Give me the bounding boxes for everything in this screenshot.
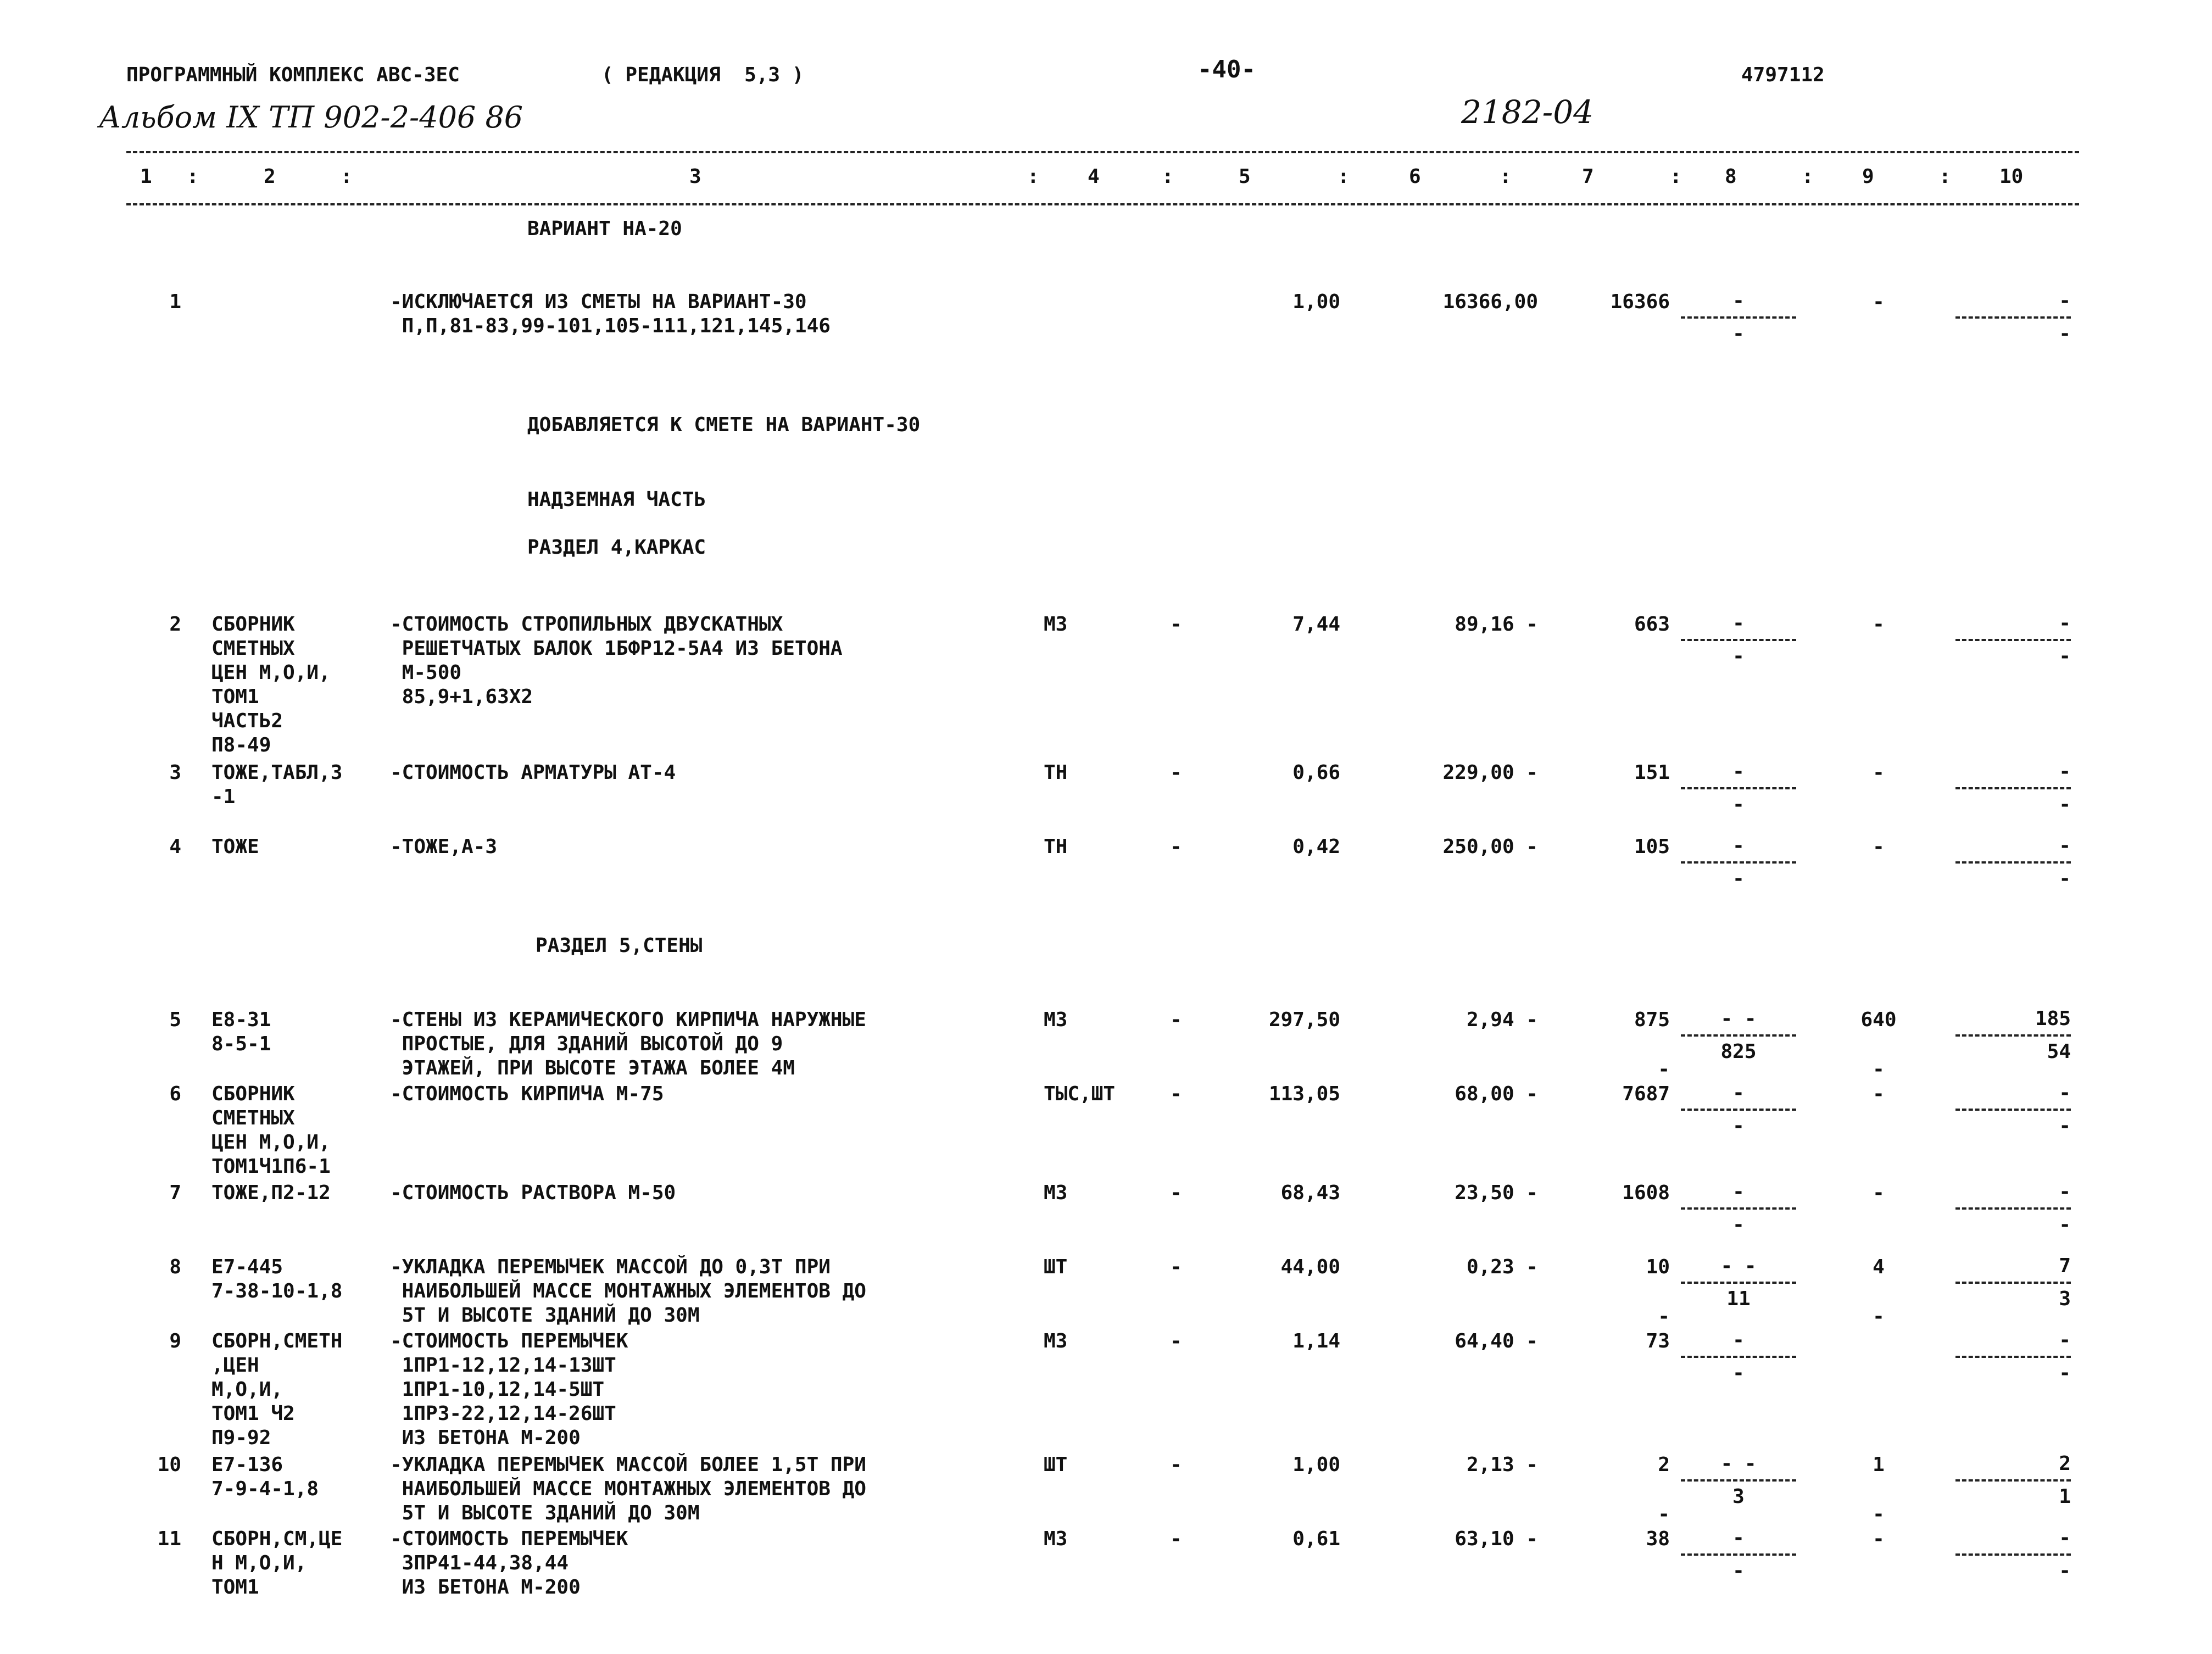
row-col8-fraction xyxy=(1681,761,1796,816)
row-description: -СТОИМОСТЬ АРМАТУРЫ АТ-4 xyxy=(390,761,676,784)
row-reference: Е8-31 8-5-1 xyxy=(211,1009,271,1055)
row-col10-bottom: - xyxy=(2059,645,2071,667)
row-col10-bottom: 1 xyxy=(2059,1485,2071,1508)
row-col8-fraction xyxy=(1681,835,1796,890)
row-col8-fraction xyxy=(1681,1181,1796,1236)
column-header-1: 1 xyxy=(140,165,152,188)
row-col8-bottom: - xyxy=(1732,1362,1745,1384)
column-sep: : xyxy=(1802,165,1814,188)
row-col9: 640 xyxy=(1860,1009,1897,1031)
row-col8-top: - xyxy=(1732,289,1745,312)
row-total-cost: 875 xyxy=(1634,1009,1670,1031)
section-5-title: РАЗДЕЛ 5,СТЕНЫ xyxy=(536,934,703,957)
row-marker: - xyxy=(1170,1453,1182,1476)
row-col10-rule xyxy=(1955,639,2071,641)
row-total-cost: 2 xyxy=(1658,1453,1670,1476)
row-total-cost: 151 xyxy=(1634,761,1670,784)
row-col10-bottom: - xyxy=(2059,1362,2071,1384)
page-number: -40- xyxy=(1197,55,1256,83)
column-sep: : xyxy=(341,165,353,188)
section-above-ground-title: НАДЗЕМНАЯ ЧАСТЬ xyxy=(527,488,706,511)
row-col10-fraction xyxy=(1955,1453,2071,1508)
row-marker: - xyxy=(1170,1083,1182,1105)
row-unit-price: 2,13 - xyxy=(1466,1453,1538,1476)
row-col8-rule xyxy=(1681,861,1796,864)
row-unit-price: 2,94 - xyxy=(1466,1009,1538,1031)
row-reference: ТОЖЕ,П2-12 xyxy=(211,1182,331,1204)
row-col10-top: 185 xyxy=(2035,1007,2071,1030)
row-col8-top: - - xyxy=(1720,1007,1757,1030)
row-col9: 1 xyxy=(1873,1453,1885,1476)
row-unit-price: 68,00 - xyxy=(1455,1083,1538,1105)
row-col8-top: - xyxy=(1732,834,1745,857)
row-col10-top: 7 xyxy=(2059,1255,2071,1277)
row-marker: - xyxy=(1170,1009,1182,1031)
row-col10-rule xyxy=(1955,1479,2071,1482)
row-col9-sub: - xyxy=(1873,1503,1885,1525)
row-col10-fraction xyxy=(1955,1008,2071,1063)
row-unit: ШТ xyxy=(1044,1256,1068,1278)
row-col9: - xyxy=(1873,613,1885,636)
row-reference: СБОРН,СМ,ЦЕ Н М,О,И, ТОМ1 xyxy=(211,1528,343,1599)
row-quantity: 7,44 xyxy=(1292,613,1340,636)
column-header-10: 10 xyxy=(1999,165,2024,188)
row-number: 7 xyxy=(169,1182,181,1204)
row-number: 8 xyxy=(169,1256,181,1278)
row-col8-rule xyxy=(1681,639,1796,641)
row-unit: М3 xyxy=(1044,1330,1068,1352)
column-sep: : xyxy=(187,165,199,188)
row-marker: - xyxy=(1170,1256,1182,1278)
row-description: -СТОИМОСТЬ ПЕРЕМЫЧЕК 3ПР41-44,38,44 ИЗ БЕТОНА М-200 xyxy=(390,1528,628,1599)
row-marker: - xyxy=(1170,836,1182,858)
row-unit-price: 16366,00 xyxy=(1442,291,1538,313)
row-col10-rule xyxy=(1955,861,2071,864)
column-sep: : xyxy=(1939,165,1951,188)
row-marker: - xyxy=(1170,761,1182,784)
row-col8-bottom: - xyxy=(1732,1560,1745,1582)
row-unit-price: 64,40 - xyxy=(1455,1330,1538,1352)
column-header-5: 5 xyxy=(1239,165,1251,188)
row-col8-bottom: - xyxy=(1732,1213,1745,1236)
document-code: 4797112 xyxy=(1741,64,1825,86)
row-reference: ТОЖЕ xyxy=(211,836,259,858)
row-col8-rule xyxy=(1681,1207,1796,1210)
section-variant-title: ВАРИАНТ НА-20 xyxy=(527,218,682,240)
row-description: -СТОИМОСТЬ КИРПИЧА М-75 xyxy=(390,1083,664,1105)
row-col10-fraction xyxy=(1955,1329,2071,1384)
column-sep: : xyxy=(1338,165,1350,188)
row-description: -ИСКЛЮЧАЕТСЯ ИЗ СМЕТЫ НА ВАРИАНТ-30 П,П,81-83,99-101,105-111,121,145,146 xyxy=(390,291,831,337)
row-quantity: 113,05 xyxy=(1268,1083,1340,1105)
row-description: -ТОЖЕ,А-3 xyxy=(390,836,498,858)
row-quantity: 1,00 xyxy=(1292,1453,1340,1476)
row-number: 10 xyxy=(157,1453,181,1476)
program-title: ПРОГРАММНЫЙ КОМПЛЕКС АВС-3ЕС xyxy=(126,64,460,86)
row-number: 3 xyxy=(169,761,181,784)
row-col10-fraction xyxy=(1955,835,2071,890)
row-col8-rule xyxy=(1681,1109,1796,1111)
row-total-cost: 1608 xyxy=(1622,1182,1670,1204)
row-description: -СТОИМОСТЬ СТРОПИЛЬНЫХ ДВУСКАТНЫХ РЕШЕТЧАТЫХ БАЛОК 1БФР12-5А4 ИЗ БЕТОНА М-500 85,9+1,63Х2 xyxy=(390,613,843,708)
row-unit-price: 229,00 - xyxy=(1442,761,1538,784)
row-unit: ТН xyxy=(1044,836,1068,858)
row-marker: - xyxy=(1170,1330,1182,1352)
row-col8-rule xyxy=(1681,1282,1796,1284)
row-quantity: 44,00 xyxy=(1280,1256,1340,1278)
row-col8-rule xyxy=(1681,1479,1796,1482)
row-col10-top: - xyxy=(2059,760,2071,783)
column-header-6: 6 xyxy=(1409,165,1421,188)
row-col8-bottom: - xyxy=(1732,645,1745,667)
row-quantity: 0,66 xyxy=(1292,761,1340,784)
row-reference: СБОРН,СМЕТН ,ЦЕН М,О,И, ТОМ1 Ч2 П9-92 xyxy=(211,1330,343,1449)
row-reference: Е7-136 7-9-4-1,8 xyxy=(211,1453,319,1500)
row-col10-top: - xyxy=(2059,612,2071,634)
row-unit-price: 0,23 - xyxy=(1466,1256,1538,1278)
row-reference: СБОРНИК СМЕТНЫХ ЦЕН М,О,И, ТОМ1 ЧАСТЬ2 П8-49 xyxy=(211,613,331,756)
row-quantity: 0,61 xyxy=(1292,1528,1340,1550)
row-col8-fraction xyxy=(1681,1008,1796,1063)
row-col10-fraction xyxy=(1955,761,2071,816)
row-unit-price: 89,16 - xyxy=(1455,613,1538,636)
row-col10-fraction xyxy=(1955,1082,2071,1137)
row-col10-bottom: 54 xyxy=(2047,1040,2071,1063)
row-col9: - xyxy=(1873,1083,1885,1105)
row-col8-top: - - xyxy=(1720,1452,1757,1475)
row-description: -СТОИМОСТЬ РАСТВОРА М-50 xyxy=(390,1182,676,1204)
row-col8-bottom: - xyxy=(1732,867,1745,890)
row-number: 4 xyxy=(169,836,181,858)
row-col10-fraction xyxy=(1955,290,2071,345)
column-header-9: 9 xyxy=(1862,165,1874,188)
row-col10-top: - xyxy=(2059,1180,2071,1203)
row-col8-fraction xyxy=(1681,290,1796,345)
row-col8-rule xyxy=(1681,1034,1796,1037)
column-sep: : xyxy=(1670,165,1682,188)
row-col9: - xyxy=(1873,761,1885,784)
row-col9: 4 xyxy=(1873,1256,1885,1278)
row-col8-fraction xyxy=(1681,1527,1796,1582)
row-col8-bottom: - xyxy=(1732,1115,1745,1137)
row-col8-top: - xyxy=(1732,1180,1745,1203)
row-col10-rule xyxy=(1955,787,2071,789)
row-col8-rule xyxy=(1681,1356,1796,1358)
row-col10-top: - xyxy=(2059,834,2071,857)
row-unit-price: 250,00 - xyxy=(1442,836,1538,858)
row-col10-bottom: - xyxy=(2059,1213,2071,1236)
row-col10-rule xyxy=(1955,1553,2071,1556)
row-col10-top: - xyxy=(2059,1527,2071,1549)
row-reference: СБОРНИК СМЕТНЫХ ЦЕН М,О,И, ТОМ1Ч1П6-1 xyxy=(211,1083,331,1178)
row-unit: М3 xyxy=(1044,1528,1068,1550)
row-quantity: 297,50 xyxy=(1268,1009,1340,1031)
row-col8-rule xyxy=(1681,1553,1796,1556)
row-number: 9 xyxy=(169,1330,181,1352)
row-cost-sub: - xyxy=(1658,1058,1670,1081)
row-quantity: 1,00 xyxy=(1292,291,1340,313)
row-col8-top: - xyxy=(1732,760,1745,783)
row-col8-bottom: 11 xyxy=(1726,1288,1751,1310)
row-unit-price: 23,50 - xyxy=(1455,1182,1538,1204)
row-unit: ТН xyxy=(1044,761,1068,784)
row-col10-top: - xyxy=(2059,1082,2071,1104)
row-col10-fraction xyxy=(1955,1255,2071,1310)
row-description: -УКЛАДКА ПЕРЕМЫЧЕК МАССОЙ БОЛЕЕ 1,5Т ПРИ НАИБОЛЬШЕЙ МАССЕ МОНТАЖНЫХ ЭЛЕМЕНТОВ ДО 5Т И ВЫСОТЕ ЗДАНИЙ ДО 30М xyxy=(390,1453,866,1524)
row-col10-top: - xyxy=(2059,289,2071,312)
row-quantity: 1,14 xyxy=(1292,1330,1340,1352)
column-sep: : xyxy=(1162,165,1174,188)
row-unit: ТЫС,ШТ xyxy=(1044,1083,1116,1105)
row-col8-top: - xyxy=(1732,1527,1745,1549)
row-number: 5 xyxy=(169,1009,181,1031)
row-col8-fraction xyxy=(1681,1082,1796,1137)
row-col9-sub: - xyxy=(1873,1305,1885,1328)
column-header-4: 4 xyxy=(1088,165,1100,188)
column-sep: : xyxy=(1027,165,1039,188)
row-col10-bottom: - xyxy=(2059,322,2071,345)
row-marker: - xyxy=(1170,1182,1182,1204)
row-quantity: 0,42 xyxy=(1292,836,1340,858)
column-sep: : xyxy=(1500,165,1512,188)
row-col10-top: 2 xyxy=(2059,1452,2071,1475)
estimate-handwritten-number: 2182-04 xyxy=(1461,93,1594,131)
row-col8-rule xyxy=(1681,787,1796,789)
row-quantity: 68,43 xyxy=(1280,1182,1340,1204)
row-col10-bottom: - xyxy=(2059,1560,2071,1582)
header-bottom-rule xyxy=(126,203,2079,205)
row-description: -СТОИМОСТЬ ПЕРЕМЫЧЕК 1ПР1-12,12,14-13ШТ 1ПР1-10,12,14-5ШТ 1ПР3-22,12,14-26ШТ ИЗ БЕТОНА М-200 xyxy=(390,1330,628,1449)
row-col8-bottom: 825 xyxy=(1720,1040,1757,1063)
row-col9: - xyxy=(1873,836,1885,858)
row-col10-rule xyxy=(1955,1356,2071,1358)
row-col10-rule xyxy=(1955,1109,2071,1111)
row-col10-fraction xyxy=(1955,612,2071,667)
row-reference: Е7-445 7-38-10-1,8 xyxy=(211,1256,343,1302)
column-header-2: 2 xyxy=(264,165,276,188)
row-marker: - xyxy=(1170,613,1182,636)
row-total-cost: 38 xyxy=(1646,1528,1670,1550)
header-top-rule xyxy=(126,151,2079,153)
edition-label: ( РЕДАКЦИЯ 5,3 ) xyxy=(601,64,804,86)
row-col9-sub: - xyxy=(1873,1058,1885,1081)
row-col9: - xyxy=(1873,291,1885,313)
row-col10-bottom: - xyxy=(2059,867,2071,890)
row-col8-fraction xyxy=(1681,612,1796,667)
row-cost-sub: - xyxy=(1658,1305,1670,1328)
row-number: 6 xyxy=(169,1083,181,1105)
row-col10-bottom: - xyxy=(2059,793,2071,816)
row-total-cost: 73 xyxy=(1646,1330,1670,1352)
row-col8-top: - - xyxy=(1720,1255,1757,1277)
row-unit: М3 xyxy=(1044,613,1068,636)
row-col8-fraction xyxy=(1681,1329,1796,1384)
row-number: 2 xyxy=(169,613,181,636)
row-total-cost: 7687 xyxy=(1622,1083,1670,1105)
row-col8-top: - xyxy=(1732,1082,1745,1104)
row-cost-sub: - xyxy=(1658,1503,1670,1525)
row-description: -СТЕНЫ ИЗ КЕРАМИЧЕСКОГО КИРПИЧА НАРУЖНЫЕ ПРОСТЫЕ, ДЛЯ ЗДАНИЙ ВЫСОТОЙ ДО 9 ЭТАЖЕЙ, ПРИ ВЫСОТЕ ЭТАЖА БОЛЕЕ 4М xyxy=(390,1009,866,1079)
row-col8-bottom: 3 xyxy=(1732,1485,1745,1508)
row-number: 1 xyxy=(169,291,181,313)
column-header-7: 7 xyxy=(1582,165,1594,188)
row-col8-bottom: - xyxy=(1732,793,1745,816)
row-col10-rule xyxy=(1955,316,2071,319)
row-col10-bottom: 3 xyxy=(2059,1288,2071,1310)
row-col10-top: - xyxy=(2059,1329,2071,1351)
row-col8-rule xyxy=(1681,316,1796,319)
row-total-cost: 105 xyxy=(1634,836,1670,858)
row-col8-bottom: - xyxy=(1732,322,1745,345)
row-description: -УКЛАДКА ПЕРЕМЫЧЕК МАССОЙ ДО 0,3Т ПРИ НАИБОЛЬШЕЙ МАССЕ МОНТАЖНЫХ ЭЛЕМЕНТОВ ДО 5Т И ВЫСОТЕ ЗДАНИЙ ДО 30М xyxy=(390,1256,866,1327)
row-unit: М3 xyxy=(1044,1009,1068,1031)
row-col8-top: - xyxy=(1732,612,1745,634)
row-total-cost: 663 xyxy=(1634,613,1670,636)
album-handwritten-note: Альбом IX ТП 902-2-406 86 xyxy=(99,100,523,135)
row-col8-top: - xyxy=(1732,1329,1745,1351)
row-total-cost: 16366 xyxy=(1610,291,1670,313)
row-col10-fraction xyxy=(1955,1181,2071,1236)
section-added-title: ДОБАВЛЯЕТСЯ К СМЕТЕ НА ВАРИАНТ-30 xyxy=(527,414,921,436)
column-header-3: 3 xyxy=(689,165,701,188)
row-col8-fraction xyxy=(1681,1453,1796,1508)
row-number: 11 xyxy=(157,1528,181,1550)
column-header-8: 8 xyxy=(1725,165,1737,188)
row-col10-rule xyxy=(1955,1207,2071,1210)
row-total-cost: 10 xyxy=(1646,1256,1670,1278)
row-col9: - xyxy=(1873,1528,1885,1550)
section-4-title: РАЗДЕЛ 4,КАРКАС xyxy=(527,536,706,559)
row-unit: ШТ xyxy=(1044,1453,1068,1476)
row-unit: М3 xyxy=(1044,1182,1068,1204)
row-unit-price: 63,10 - xyxy=(1455,1528,1538,1550)
row-col9: - xyxy=(1873,1182,1885,1204)
row-reference: ТОЖЕ,ТАБЛ,3 -1 xyxy=(211,761,343,808)
row-col10-bottom: - xyxy=(2059,1115,2071,1137)
row-marker: - xyxy=(1170,1528,1182,1550)
row-col10-rule xyxy=(1955,1282,2071,1284)
row-col10-rule xyxy=(1955,1034,2071,1037)
row-col10-fraction xyxy=(1955,1527,2071,1582)
row-col8-fraction xyxy=(1681,1255,1796,1310)
